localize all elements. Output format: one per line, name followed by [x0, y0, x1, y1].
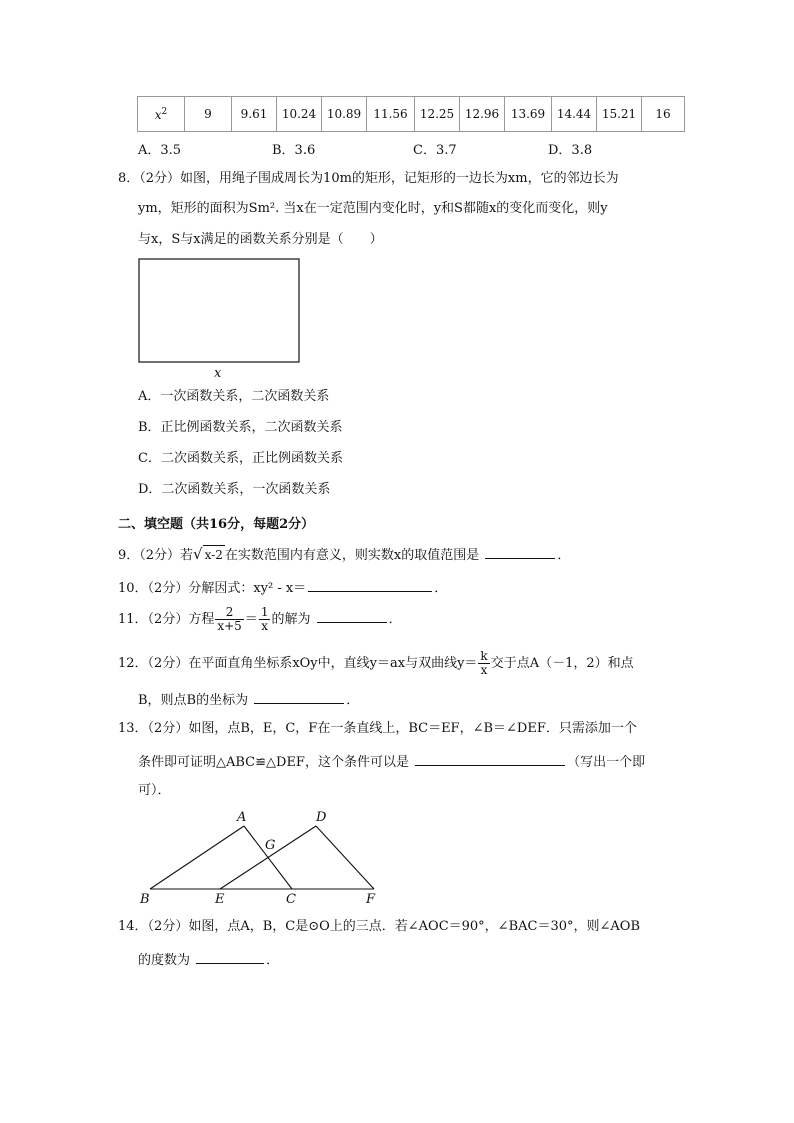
- rectangle-figure: [136, 256, 306, 368]
- q7-option-c[interactable]: C．3.7: [413, 143, 457, 158]
- q11-fraction-1: $\frac{2}{x+5}$: [217, 605, 242, 633]
- table-cell: 10.24: [277, 97, 322, 132]
- label-f: F: [366, 892, 376, 907]
- q8-option-c[interactable]: C．二次函数关系，正比例函数关系: [138, 451, 343, 466]
- table-cell: 10.89: [322, 97, 367, 132]
- q7-option-b[interactable]: B．3.6: [272, 143, 316, 158]
- q8-option-a[interactable]: A．一次函数关系，二次函数关系: [138, 389, 330, 404]
- table-cell: 9.61: [232, 97, 277, 132]
- table-cell: 16: [642, 97, 685, 132]
- table-cell: 9: [185, 97, 232, 132]
- q11-answer-blank[interactable]: [317, 608, 387, 623]
- q14-answer-blank[interactable]: [196, 949, 264, 964]
- q9-answer-blank[interactable]: [485, 544, 555, 559]
- section-heading: 二、填空题（共16分，每题2分）: [118, 517, 315, 532]
- label-b: B: [140, 892, 150, 907]
- label-d: D: [316, 810, 327, 825]
- table-header-cell: $x^2$: [138, 97, 185, 132]
- table-cell: 12.25: [415, 97, 460, 132]
- q7-option-d[interactable]: D．3.8: [548, 143, 593, 158]
- q8-line3: 与x，S与x满足的函数关系分别是（ ）: [138, 232, 383, 247]
- q8-line1: 8．（2分）如图，用绳子围成周长为10m的矩形，记矩形的一边长为xm，它的邻边长为: [118, 171, 619, 186]
- q10: 10．（2分）分解因式：xy² - x＝ ．: [118, 577, 447, 598]
- sqrt-symbol: √: [193, 545, 203, 563]
- q7-option-a[interactable]: A．3.5: [138, 143, 182, 158]
- q8-option-d[interactable]: D．二次函数关系，一次函数关系: [138, 482, 331, 497]
- q14-line1: 14．（2分）如图，点A，B，C是⊙O上的三点．若∠AOC＝90°，∠BAC＝30°，则∠AOB: [118, 919, 640, 934]
- q11: 11．（2分）方程 $\frac{2}{x+5}$ ＝ $\frac{1}{x}$ 的解为 ．: [118, 605, 402, 633]
- squares-table: [137, 96, 685, 132]
- label-e: E: [215, 892, 225, 907]
- q13-answer-blank[interactable]: [415, 751, 565, 766]
- q10-answer-blank[interactable]: [308, 577, 432, 592]
- triangles-figure: [130, 808, 390, 908]
- q13-line3: 可）．: [138, 783, 171, 798]
- q8-line2: ym，矩形的面积为Sm². 当x在一定范围内变化时，y和S都随x的变化而变化，则y: [138, 201, 608, 216]
- table-cell: 12.96: [460, 97, 505, 132]
- q12-line2: B，则点B的坐标为 ．: [138, 689, 359, 710]
- label-g: G: [265, 838, 276, 853]
- table-cell: 14.44: [552, 97, 597, 132]
- q14-line2: 的度数为 ．: [138, 949, 279, 970]
- segment-df: [316, 826, 374, 889]
- q13-line1: 13．（2分）如图，点B，E，C，F在一条直线上，BC＝EF，∠B＝∠DEF．只需添加一个: [118, 721, 637, 736]
- table-cell: 15.21: [597, 97, 642, 132]
- table-cell: 11.56: [367, 97, 415, 132]
- segment-ed: [220, 826, 316, 889]
- q12-answer-blank[interactable]: [254, 689, 344, 704]
- q8-option-b[interactable]: B．正比例函数关系，二次函数关系: [138, 420, 343, 435]
- q11-fraction-2: $\frac{1}{x}$: [260, 605, 269, 633]
- table-cell: 13.69: [505, 97, 552, 132]
- rectangle-shape: [139, 259, 299, 362]
- q13-line2: 条件即可证明△ABC≌△DEF，这个条件可以是 （写出一个即: [138, 751, 645, 772]
- rectangle-side-label: x: [214, 366, 222, 381]
- q9: 9．（2分）若√ x-2 在实数范围内有意义，则实数x的取值范围是 ．: [118, 545, 571, 563]
- q12-fraction: $\frac{k}{x}$: [480, 649, 488, 677]
- segment-ba: [150, 826, 244, 889]
- label-a: A: [237, 810, 247, 825]
- label-c: C: [286, 892, 296, 907]
- q9-radicand: x-2: [203, 545, 225, 564]
- q12-line1: 12．（2分）在平面直角坐标系xOy中，直线y＝ax与双曲线y＝ $\frac{k}{x}$ 交于点A（－1，2）和点: [118, 649, 634, 677]
- table-row: [138, 97, 685, 132]
